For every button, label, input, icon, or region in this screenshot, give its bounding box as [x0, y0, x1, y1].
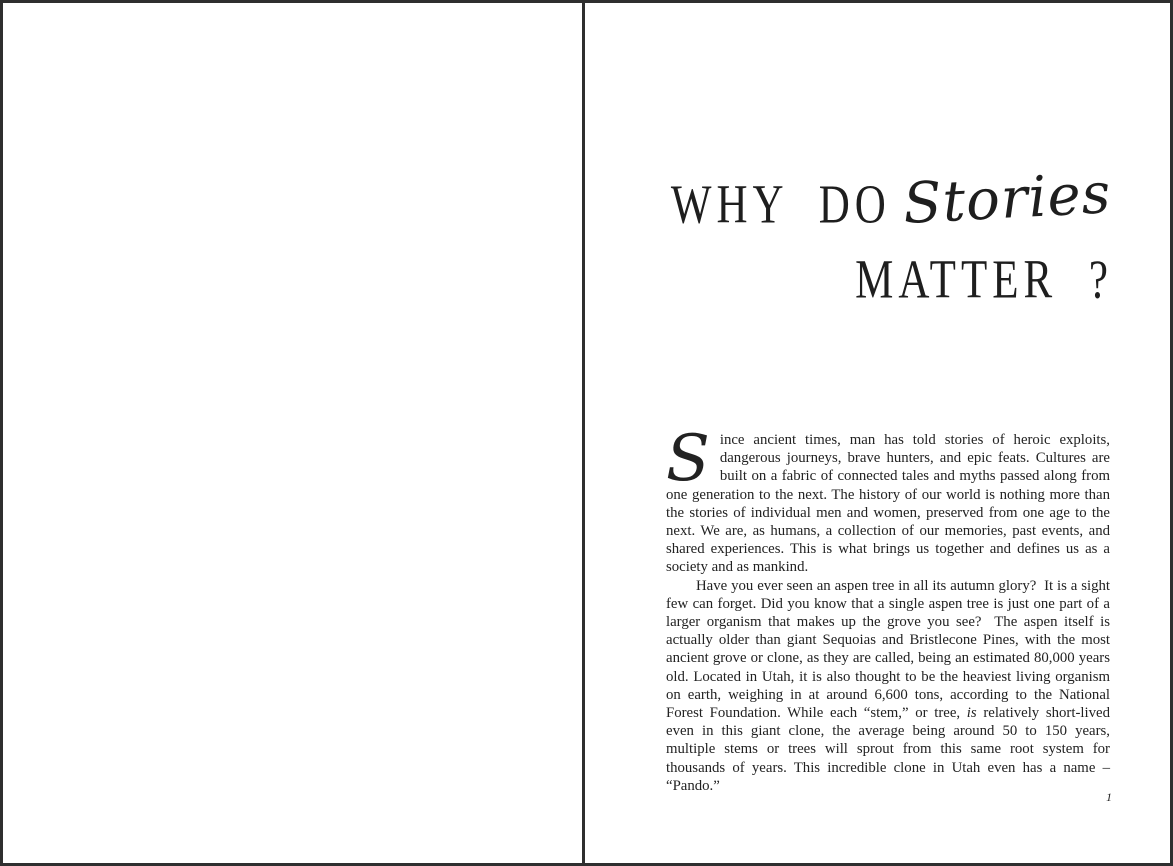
body-paragraph: [666, 422, 1110, 577]
drop-cap: S: [666, 422, 710, 496]
chapter-title-line2: [605, 250, 1113, 326]
body-text-segment: relatively short-lived even in this giant clone, the average being around 50 to 150 years, multiple stems or trees will sprout from this same root system for thousands of years. This incredible clone in Utah even has a name – “Pando.”: [666, 705, 1110, 794]
chapter-title-script-word: Stories: [901, 161, 1113, 237]
body-text-segment: Have you ever seen an aspen tree in all its autumn glory? It is a sight few can forget. Did you know that a single aspen tree is just one part of a larger organism that makes up the grove you see? The aspen itself is actually older than giant Sequoias and Bristlecone Pines, with the most ancient grove or clone, as they are called, being an estimated 80,000 years old. Located in Utah, it is also thought to be the heaviest living organism on earth, weighing in at around 6,600 tons, according to the National Forest Foundation. While each “stem,” or tree,: [666, 577, 1110, 722]
body-text: [666, 422, 1110, 795]
chapter-title: [605, 161, 1113, 326]
body-paragraph: [666, 577, 1110, 795]
body-text-segment: ince ancient times, man has told stories of heroic exploits, dangerous journeys, brave hunters, and epic feats. Cultures are built on a fabric of connected tales and myths passed along from one generation to the next. The history of our world is nothing more than the stories of individual men and women, preserved from one age to the next. We are, as humans, a collection of our memories, past events, and shared experiences. This is what brings us together and defines us as a society and as mankind.: [666, 432, 1110, 576]
chapter-title-caps: WHY DO: [670, 175, 891, 236]
left-page-blank: [3, 3, 585, 863]
page-number: 1: [1106, 790, 1112, 804]
body-text-segment: is: [966, 705, 977, 722]
right-page: [585, 3, 1170, 863]
chapter-title-caps-2: MATTER ?: [855, 250, 1113, 311]
